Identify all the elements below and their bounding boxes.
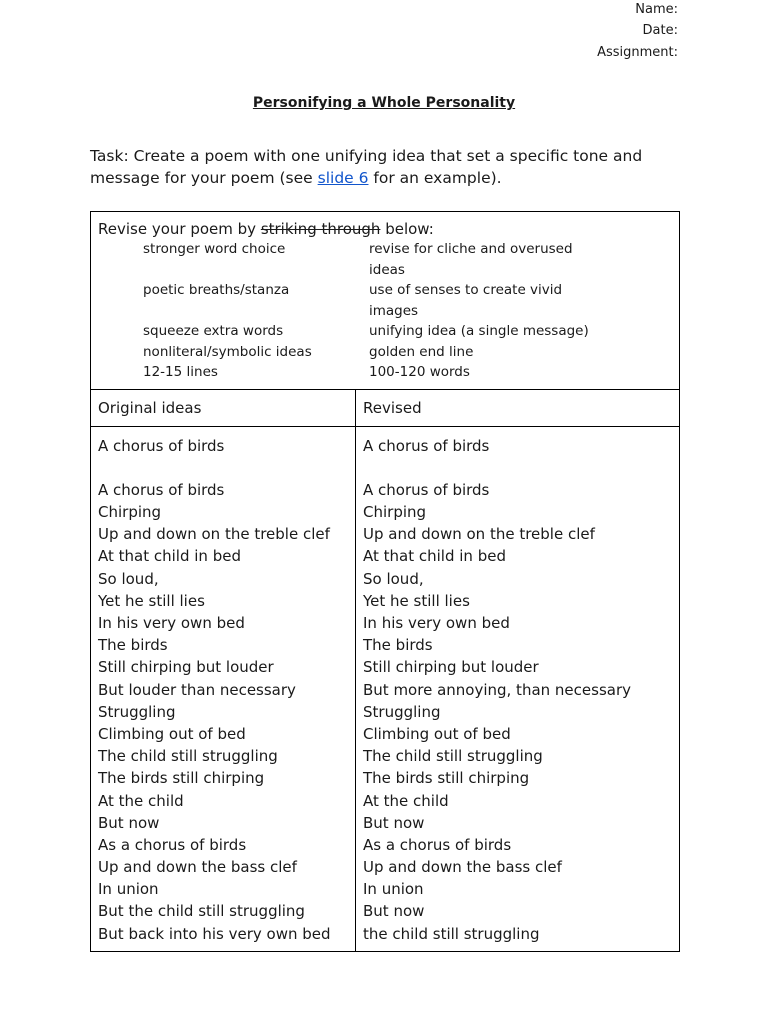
criterion-right-item: 100-120 words — [369, 364, 470, 380]
original-poem-line: A chorus of birds — [98, 480, 225, 499]
revised-poem-line: A chorus of birds — [363, 480, 490, 499]
original-poem-line: At that child in bed — [98, 547, 241, 566]
criterion-left-item: squeeze extra words — [143, 323, 284, 339]
original-poem-line: In union — [98, 880, 159, 899]
revised-poem-title: A chorus of birds — [363, 436, 490, 455]
criterion-left-item: nonliteral/symbolic ideas — [143, 343, 312, 360]
revised-poem-line: As a chorus of birds — [363, 835, 512, 854]
original-poem-line: But now — [98, 813, 160, 832]
task-text: Task: Create a poem with one unifying idea that set a specific tone and message for your poem (see — [90, 147, 643, 187]
revision-criteria-list — [143, 239, 672, 383]
original-poem-line: But louder than necessary — [98, 680, 296, 699]
revised-poem-line: Climbing out of bed — [363, 724, 511, 743]
revised-poem-lines — [363, 479, 672, 945]
revised-poem-line: Yet he still lies — [363, 591, 470, 610]
revised-poem-line: The birds still chirping — [363, 769, 530, 788]
original-poem-cell — [91, 426, 356, 951]
revised-poem-line: At the child — [363, 791, 449, 810]
revised-poem-line: The child still struggling — [363, 747, 543, 766]
revised-poem-line: The birds — [363, 636, 433, 655]
original-poem-line: So loud, — [98, 569, 159, 588]
original-poem-line: At the child — [98, 791, 184, 810]
original-poem-line: The birds still chirping — [98, 769, 265, 788]
revised-poem-line: At that child in bed — [363, 547, 506, 566]
original-poem-line: Climbing out of bed — [98, 724, 246, 743]
criterion-left-item: 12-15 lines — [143, 364, 218, 380]
original-poem-line: Up and down on the treble clef — [98, 525, 330, 544]
original-poem-lines — [98, 479, 348, 945]
revised-poem-line: Still chirping but louder — [363, 658, 539, 677]
revised-poem-line: Struggling — [363, 702, 441, 721]
poem-table — [90, 211, 680, 952]
revised-header: Revised — [356, 389, 680, 426]
name-label: Name: — [635, 2, 678, 17]
original-poem-line: In his very own bed — [98, 614, 245, 632]
revision-intro: Revise your poem by striking through below: — [98, 220, 434, 238]
criterion-left-item: poetic breaths/stanza — [143, 282, 290, 298]
revised-poem-line: Up and down the bass clef — [363, 858, 562, 877]
date-label: Date: — [642, 23, 678, 38]
original-poem-line: The child still struggling — [98, 747, 278, 766]
original-ideas-header: Original ideas — [91, 389, 356, 426]
original-poem-line: Yet he still lies — [98, 591, 205, 610]
slide-6-link[interactable]: slide 6 — [317, 169, 369, 187]
original-poem-line: As a chorus of birds — [98, 835, 247, 854]
revised-poem-line: But now — [363, 902, 425, 921]
original-poem-line: Still chirping but louder — [98, 658, 274, 677]
revised-poem-line: In union — [363, 880, 424, 899]
revised-poem-line: So loud, — [363, 569, 424, 588]
revised-poem-line: But more annoying, than necessary — [363, 680, 631, 699]
revision-criteria-cell — [91, 212, 680, 390]
criterion-left-item: stronger word choice — [143, 241, 286, 257]
original-poem-line: Struggling — [98, 702, 176, 721]
task-text-end: for an example). — [368, 169, 502, 187]
original-poem-line: But back into his very own bed — [98, 924, 331, 943]
original-poem-title: A chorus of birds — [98, 436, 225, 455]
original-poem-line: But the child still struggling — [98, 902, 305, 921]
criterion-right-item: unifying idea (a single message) — [369, 323, 589, 339]
revised-poem-line: the child still struggling — [363, 924, 540, 943]
task-description — [90, 145, 680, 189]
assignment-label: Assignment: — [597, 45, 678, 60]
revised-poem-cell — [356, 426, 680, 951]
original-poem-line: Up and down the bass clef — [98, 858, 297, 877]
criterion-right-item: golden end line — [369, 343, 474, 360]
original-poem-line: The birds — [98, 636, 168, 655]
criterion-right-item: use of senses to create vivid images — [369, 282, 563, 319]
original-poem-line: Chirping — [98, 503, 162, 522]
revised-poem-line: Up and down on the treble clef — [363, 525, 595, 544]
revised-poem-line: Chirping — [363, 503, 427, 522]
page-title: Personifying a Whole Personality — [252, 95, 516, 111]
criterion-right-item: revise for cliche and overused ideas — [369, 241, 573, 278]
revised-poem-line: But now — [363, 813, 425, 832]
revised-poem-line: In his very own bed — [363, 614, 510, 632]
strikethrough-example: striking through — [260, 220, 381, 238]
